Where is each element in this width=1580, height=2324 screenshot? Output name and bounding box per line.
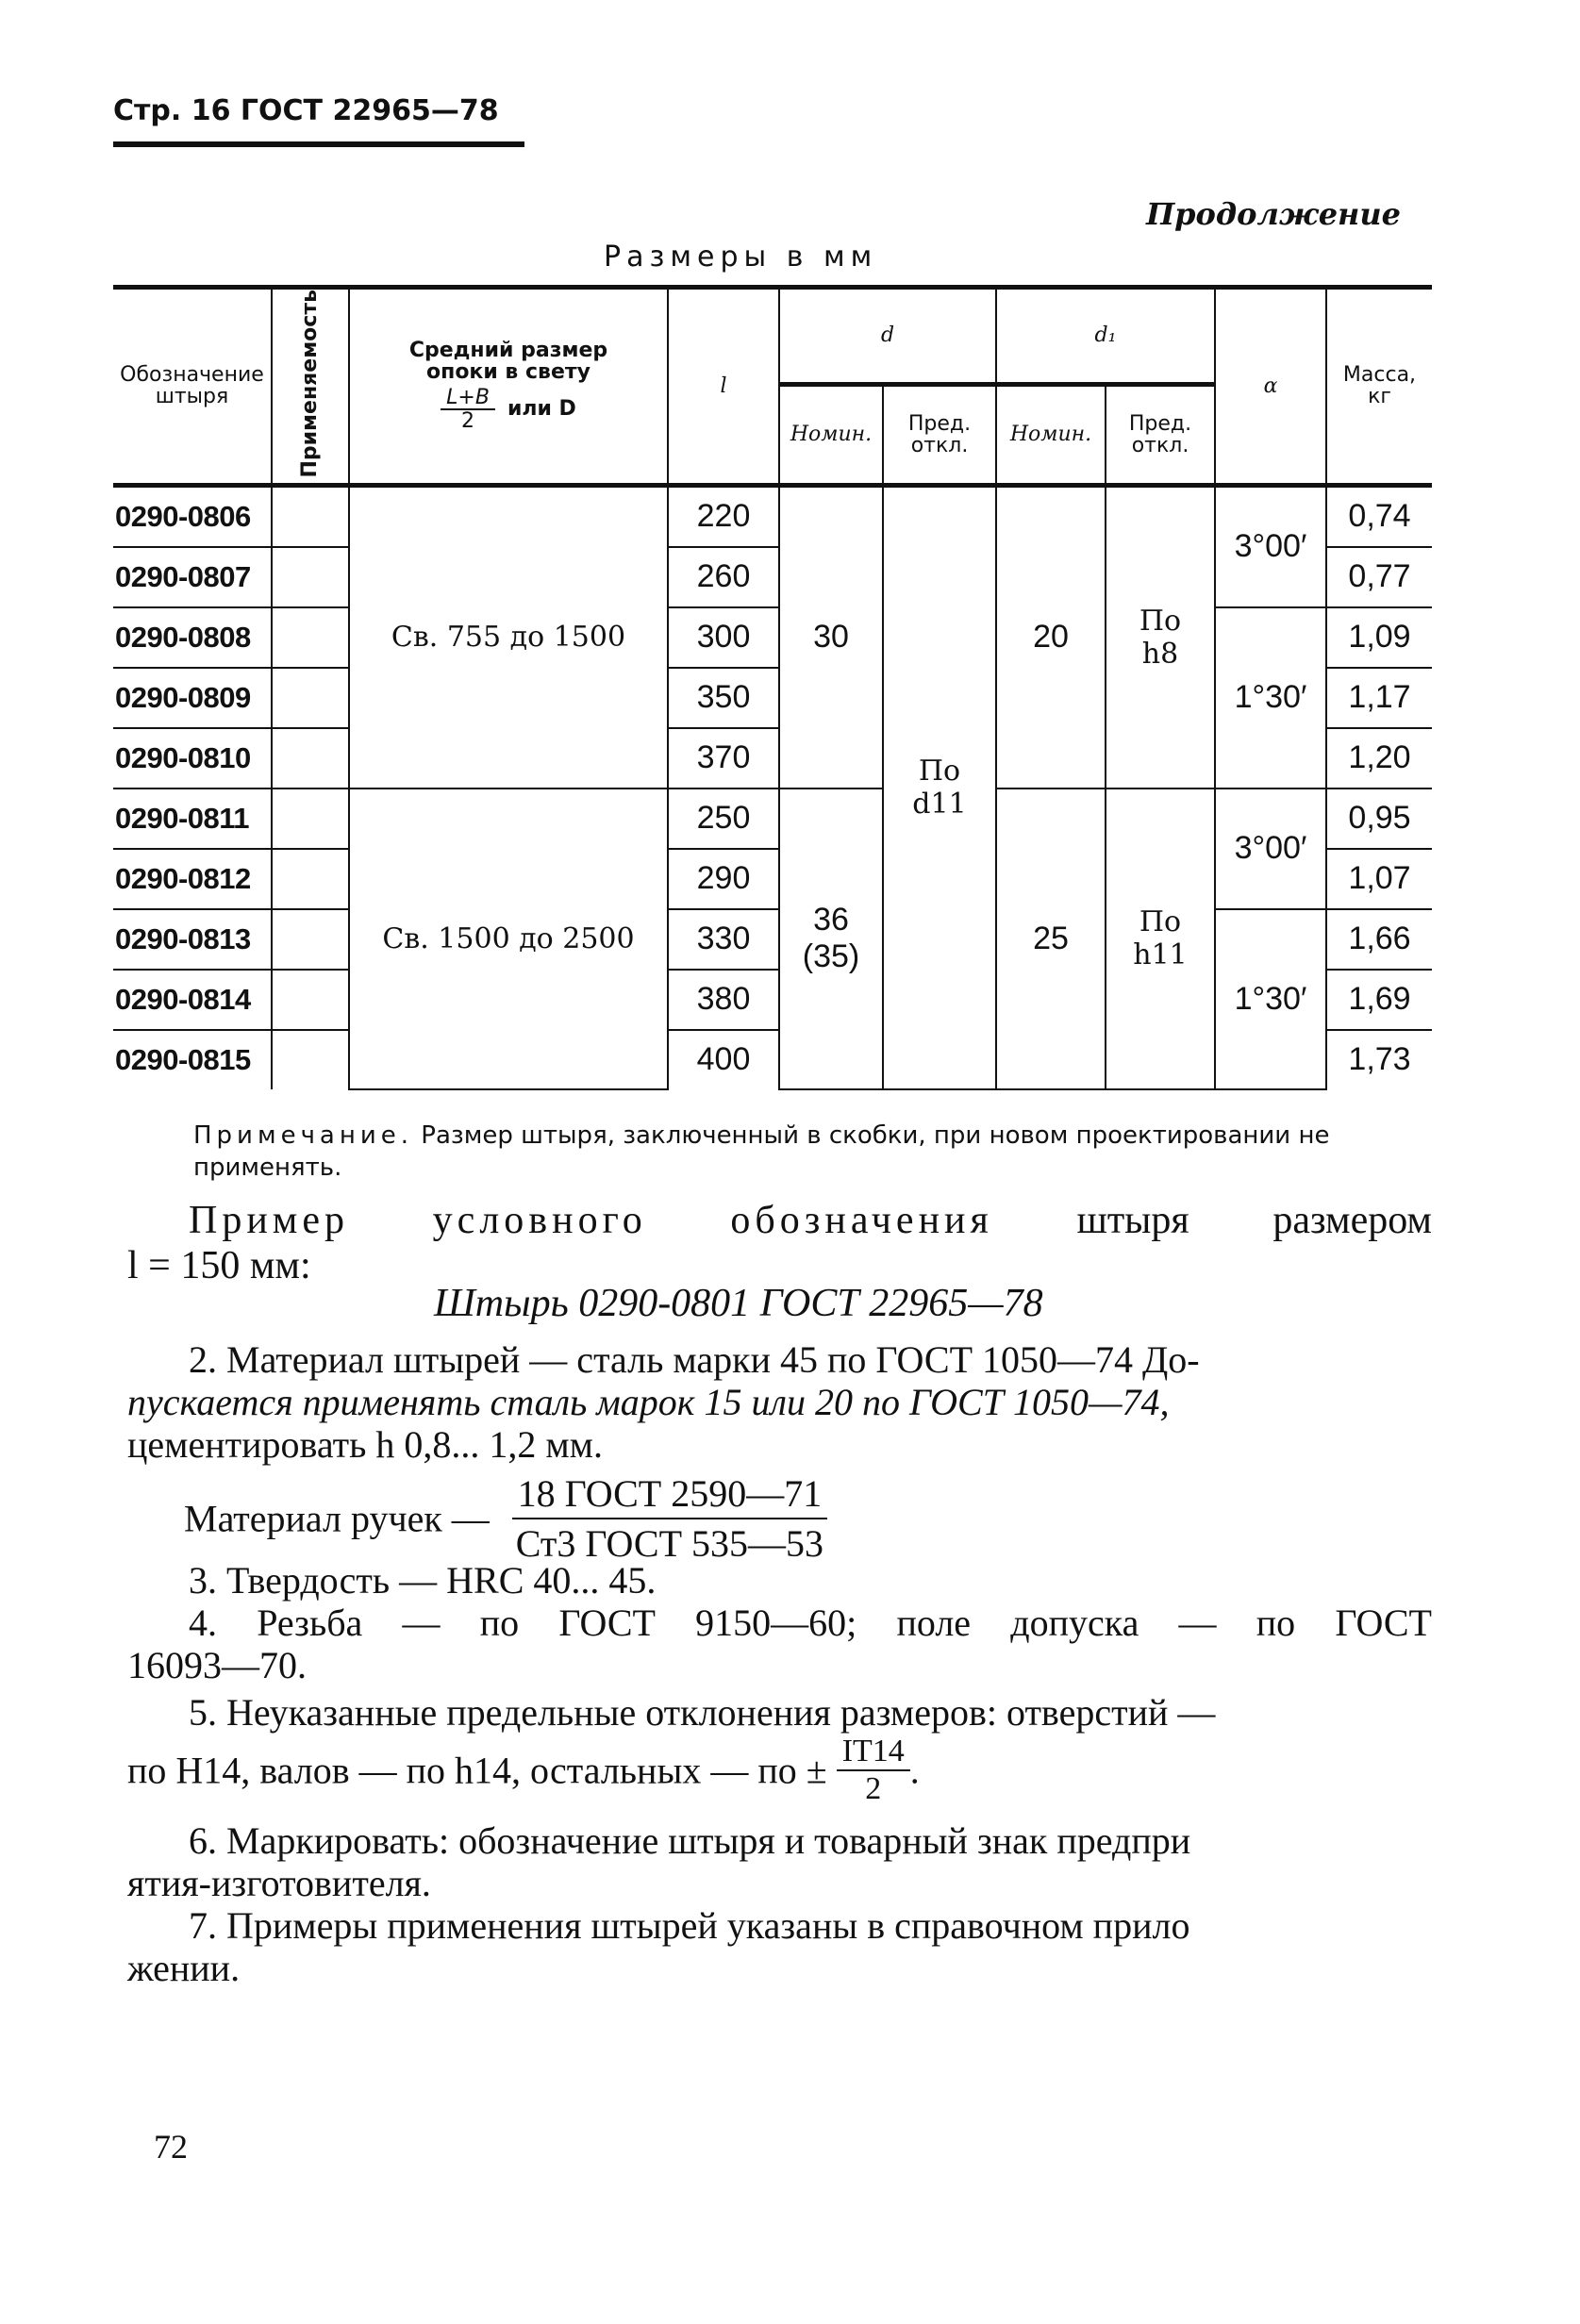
col-applicability <box>272 288 349 486</box>
item-2-line-3: цементировать h 0,8... 1,2 мм. <box>127 1423 603 1466</box>
row-code: 0290-0811 <box>113 788 272 849</box>
col-mass: Масса, кг <box>1326 288 1432 486</box>
flask-fraction: $\frac{L+B}{2}$ <box>441 387 495 432</box>
row-l: 250 <box>668 788 779 849</box>
row-mass: 1,66 <box>1326 909 1432 970</box>
applicability-cell <box>272 668 349 728</box>
flask-size-formula <box>350 387 667 432</box>
header-rule <box>113 141 524 147</box>
col-d-nom: Номин. <box>779 384 883 485</box>
example-line-2: l = 150 мм: <box>127 1244 311 1287</box>
row-mass: 1,73 <box>1326 1030 1432 1089</box>
applicability-cell <box>272 849 349 909</box>
item-3: 3. Твердость — HRC 40... 45. <box>189 1559 657 1602</box>
applicability-cell <box>272 909 349 970</box>
table-row <box>113 607 1432 668</box>
page-header: Стр. 16 ГОСТ 22965—78 <box>113 94 499 127</box>
col-d: d <box>779 288 996 385</box>
it14-fraction: $\frac{IT14}{2}$ <box>837 1734 910 1807</box>
table-row <box>113 909 1432 970</box>
item-4-line-1: 4. Резьба — по ГОСТ 9150—60; поле допуска — по ГОСТ <box>189 1602 1432 1644</box>
item-7-line-2: жении. <box>127 1947 241 1989</box>
col-d1-nom: Номин. <box>996 384 1106 485</box>
row-code: 0290-0812 <box>113 849 272 909</box>
row-l: 350 <box>668 668 779 728</box>
note-text: Размер штыря, заключенный в скобки, при новом проектировании не применять. <box>193 1121 1330 1182</box>
row-code: 0290-0813 <box>113 909 272 970</box>
row-l: 290 <box>668 849 779 909</box>
row-mass: 1,09 <box>1326 607 1432 668</box>
flask-or-label: или D <box>507 397 576 422</box>
row-l: 220 <box>668 485 779 547</box>
row-code: 0290-0814 <box>113 970 272 1030</box>
col-l: l <box>668 288 779 486</box>
note-label: Примечание. <box>193 1121 414 1150</box>
row-l: 380 <box>668 970 779 1030</box>
item-5-line-1: 5. Неуказанные предельные отклонения размеров: отверстий — <box>189 1691 1216 1734</box>
d1-nom-group-1: 20 <box>996 485 1106 788</box>
row-mass: 0,77 <box>1326 547 1432 607</box>
col-flask-size <box>349 288 668 486</box>
table-row <box>113 788 1432 849</box>
applicability-cell <box>272 485 349 547</box>
example-designation: Штырь 0290-0801 ГОСТ 22965—78 <box>434 1282 1043 1325</box>
applicability-cell <box>272 607 349 668</box>
units-caption: Размеры в мм <box>604 241 878 274</box>
applicability-cell <box>272 788 349 849</box>
row-code: 0290-0807 <box>113 547 272 607</box>
row-code: 0290-0815 <box>113 1030 272 1089</box>
continuation-label: Продолжение <box>1145 196 1401 232</box>
row-l: 330 <box>668 909 779 970</box>
page-number: 72 <box>154 2128 188 2166</box>
d1-tol-group-2: По h11 <box>1106 788 1215 1089</box>
row-mass: 0,95 <box>1326 788 1432 849</box>
example-heading: Пример условного обозначения штыря размером <box>189 1199 1432 1242</box>
row-code: 0290-0806 <box>113 485 272 547</box>
table-row <box>113 485 1432 547</box>
row-l: 370 <box>668 728 779 788</box>
col-alpha: α <box>1215 288 1326 486</box>
col-d-tol: Пред. откл. <box>883 384 996 485</box>
row-mass: 0,74 <box>1326 485 1432 547</box>
row-mass: 1,07 <box>1326 849 1432 909</box>
row-mass: 1,69 <box>1326 970 1432 1030</box>
handles-material-label: Материал ручек — <box>184 1497 490 1540</box>
row-code: 0290-0810 <box>113 728 272 788</box>
item-2-line-1: 2. Материал штырей — сталь марки 45 по ГОСТ 1050—74 До- <box>189 1338 1200 1381</box>
item-7-line-1: 7. Примеры применения штырей указаны в справочном прило <box>189 1904 1190 1947</box>
row-l: 300 <box>668 607 779 668</box>
item-6-line-1: 6. Маркировать: обозначение штыря и товарный знак предпри <box>189 1819 1191 1862</box>
applicability-cell <box>272 547 349 607</box>
applicability-label: Применяемость <box>298 290 323 478</box>
d-nom-group-2: 36 (35) <box>779 788 883 1089</box>
dimensions-table <box>113 285 1432 1090</box>
handles-material <box>184 1471 827 1566</box>
item-5-line-2: по H14, валов — по h14, остальных — по ± $\frac{IT14}{2}$ . <box>127 1734 920 1806</box>
table-note <box>193 1120 1429 1185</box>
alpha-cell: 3°00′ <box>1215 485 1326 607</box>
alpha-cell: 3°00′ <box>1215 788 1326 909</box>
row-l: 400 <box>668 1030 779 1089</box>
row-code: 0290-0809 <box>113 668 272 728</box>
row-mass: 1,20 <box>1326 728 1432 788</box>
flask-size-label: Средний размер опоки в свету <box>408 339 608 385</box>
row-mass: 1,17 <box>1326 668 1432 728</box>
d1-nom-group-2: 25 <box>996 788 1106 1089</box>
col-d1-tol: Пред. откл. <box>1106 384 1215 485</box>
row-code: 0290-0808 <box>113 607 272 668</box>
applicability-cell <box>272 728 349 788</box>
d-nom-group-1: 30 <box>779 485 883 788</box>
col-d1: d₁ <box>996 288 1215 385</box>
handles-material-fraction: $\frac{\text{18 ГОСТ 2590—71}}{\text{Ст3 ГОСТ 535—53}}$ <box>512 1471 827 1566</box>
item-2-line-2: пускается применять сталь марок 15 или 20 по ГОСТ 1050—74, <box>127 1381 1170 1423</box>
item-4-line-2: 16093—70. <box>127 1644 307 1686</box>
d-tol-cell: По d11 <box>883 485 996 1089</box>
row-l: 260 <box>668 547 779 607</box>
col-designation: Обозначение штыря <box>113 288 272 486</box>
alpha-cell: 1°30′ <box>1215 607 1326 788</box>
applicability-cell <box>272 970 349 1030</box>
flask-size-group-1: Св. 755 до 1500 <box>349 485 668 788</box>
item-6-line-2: ятия-изготовителя. <box>127 1862 431 1904</box>
alpha-cell: 1°30′ <box>1215 909 1326 1089</box>
d1-tol-group-1: По h8 <box>1106 485 1215 788</box>
flask-size-group-2: Св. 1500 до 2500 <box>349 788 668 1089</box>
applicability-cell <box>272 1030 349 1089</box>
